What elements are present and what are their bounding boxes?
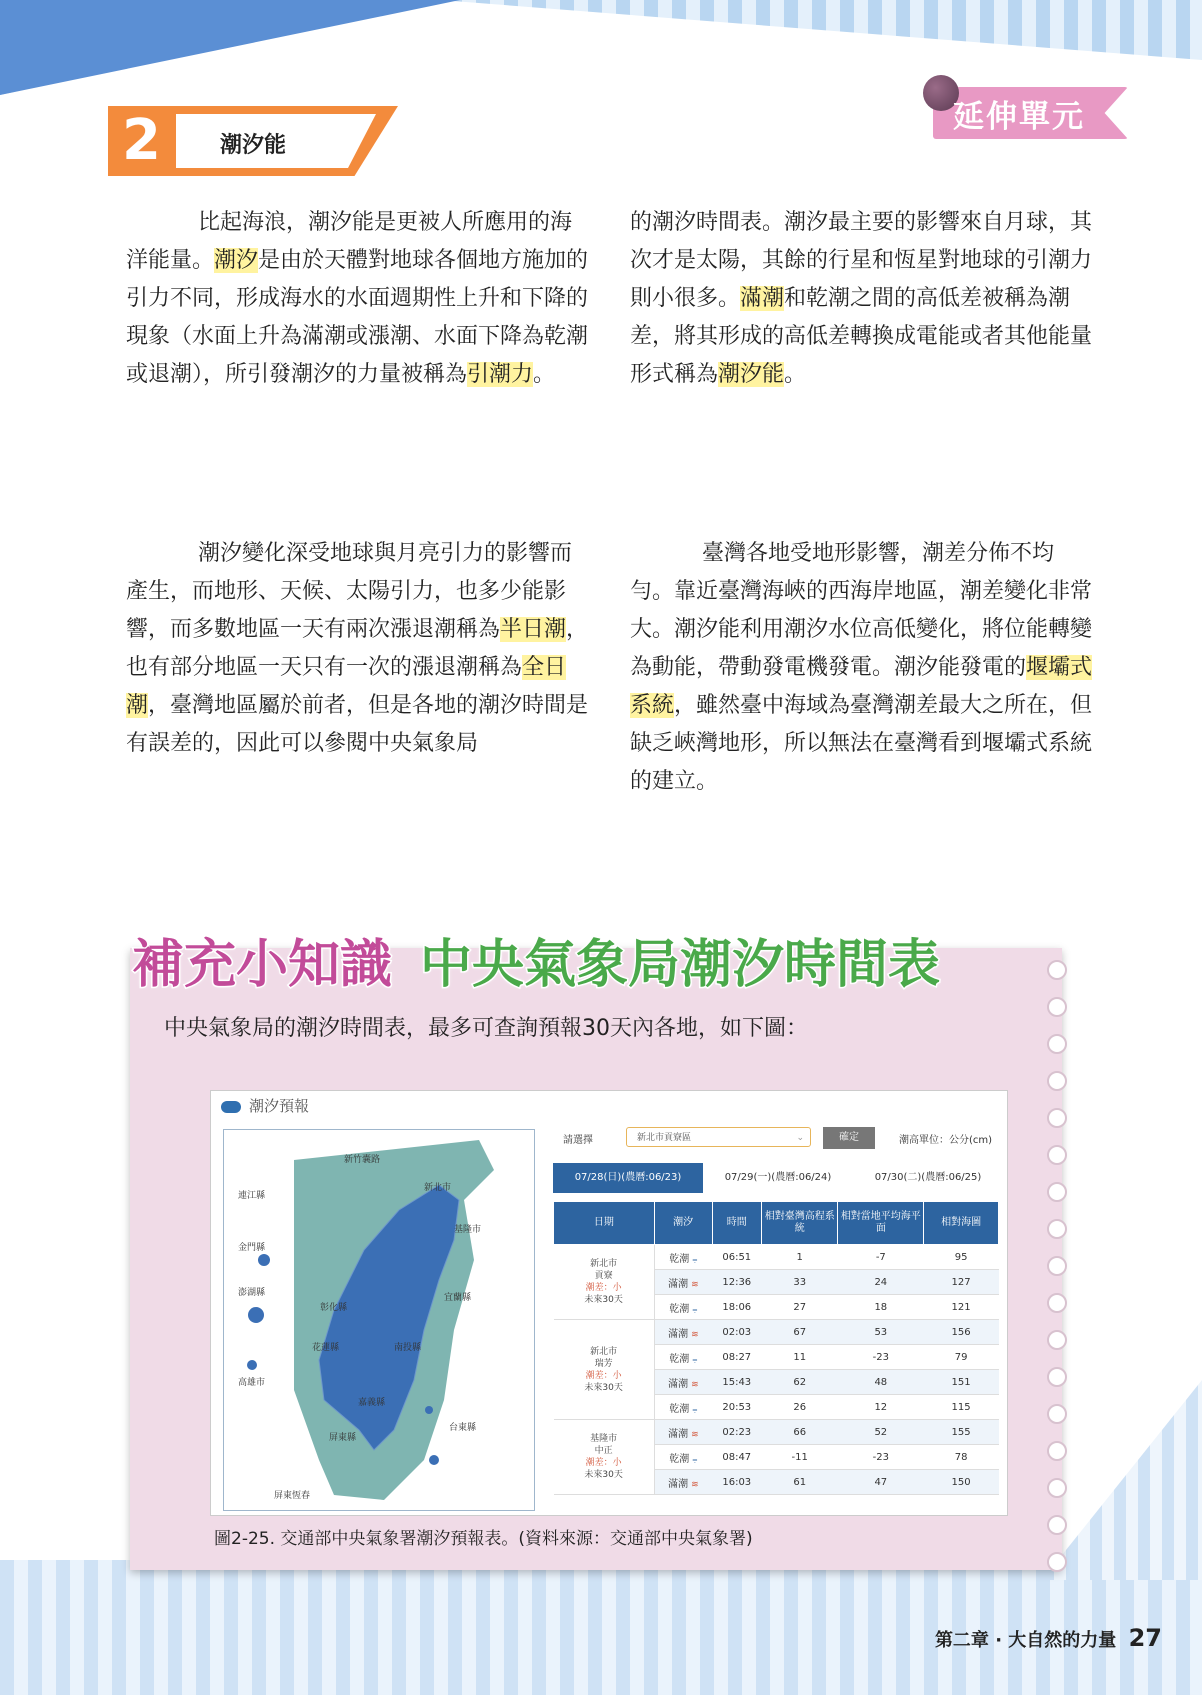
green-island-icon [425,1406,433,1414]
highlight-term: 潮汐能 [718,362,785,387]
time-cell-value: 20:53 [722,1401,752,1413]
text: 和乾潮之間的高低差被稱為潮差，將其形成的高低差轉換成電能或者其他能量形式稱為 [630,286,1093,387]
time-cell [712,1320,761,1345]
map-label: 花蓮縣 [312,1343,340,1353]
map-label: 台東縣 [449,1423,477,1433]
time-cell-value: 08:47 [722,1451,752,1463]
highlight-term: 全日潮 [126,655,567,718]
twvd-cell-value: 61 [793,1476,807,1488]
twvd-cell-value: 33 [793,1276,807,1288]
msl-cell-value: 18 [874,1301,888,1313]
figure-caption: 圖2-25. 交通部中央氣象署潮汐預報表。(資料來源：交通部中央氣象署) [214,1529,753,1549]
msl-cell-value: -23 [872,1451,889,1463]
column-header: 相對臺灣高程系統 [761,1202,837,1245]
time-cell [712,1270,761,1295]
time-cell [712,1445,761,1470]
map-label: 新北市 [424,1183,452,1193]
msl-cell-value: 12 [874,1401,888,1413]
text: ，也有部分地區一天只有一次的漲退潮稱為 [126,617,589,680]
table-row [554,1245,999,1270]
table-row [554,1320,999,1345]
note-spiral-binding [1042,960,1072,1560]
column-header: 時間 [712,1202,761,1245]
time-cell [712,1395,761,1420]
location-line: 基隆市 [590,1434,618,1444]
tide-cell [654,1420,712,1445]
msl-cell-value: 52 [874,1426,888,1438]
paragraph-1 [126,204,592,394]
chart-cell [924,1370,999,1395]
tab-day-2[interactable]: 07/29(一)(農曆:06/24) [724,1172,832,1183]
highlight-term: 引潮力 [467,362,534,387]
msl-cell [838,1345,924,1370]
matsu-icon [258,1254,270,1266]
extension-unit-ribbon [923,75,1138,153]
page-number: 27 [1128,1624,1162,1652]
twvd-cell [761,1445,837,1470]
msl-cell [838,1395,924,1420]
chart-cell-value: 121 [951,1301,971,1313]
tide-cell [654,1245,712,1270]
tab-day-3[interactable]: 07/30(二)(農曆:06/25) [874,1172,982,1183]
tide-cell-value: 乾潮 [669,1303,690,1315]
chevron-down-icon: ⌄ [796,1133,804,1143]
low-tide-icon: ⩦ [692,1454,698,1465]
column-header: 相對當地平均海平面 [838,1202,924,1245]
twvd-cell-value: 67 [793,1326,807,1338]
text: 潮汐變化深受地球與月亮引力的影響而產生，而地形、天候、太陽引力，也多少能影響，而多數地區一天有兩次漲退潮稱為 [126,541,573,642]
twvd-cell [761,1345,837,1370]
select-label: 請選擇 [563,1135,593,1146]
twvd-cell-value: 27 [793,1301,807,1313]
time-cell-value: 15:43 [722,1376,752,1388]
time-cell-value: 02:23 [722,1426,752,1438]
tide-cell-value: 滿潮 [668,1278,689,1290]
supplement-body: 中央氣象局的潮汐時間表，最多可查詢預報30天內各地，如下圖： [164,1016,808,1041]
twvd-cell [761,1420,837,1445]
location-line: 未來30天 [584,1470,623,1480]
location-cell[interactable] [554,1320,655,1420]
time-cell-value: 02:03 [722,1326,752,1338]
twvd-cell [761,1295,837,1320]
highlight-term: 潮汐 [214,248,259,273]
text: 比起海浪，潮汐能是更被人所應用的海洋能量。 [126,210,573,273]
location-select[interactable] [626,1127,811,1147]
supplement-subtitle: 中央氣象局潮汐時間表 [420,935,941,995]
time-cell [712,1470,761,1495]
high-tide-icon: ≋ [691,1279,699,1290]
text: 臺灣各地受地形影響，潮差分佈不均勻。靠近臺灣海峽的西海岸地區，潮差變化非常大。潮汐能利用潮汐水位高低變化，將位能轉變為動能，帶動發電機發電。潮汐能發電的 [630,541,1093,680]
msl-cell-value: 53 [874,1326,888,1338]
text: ，臺灣地區屬於前者，但是各地的潮汐時間是有誤差的，因此可以參閱中央氣象局 [126,693,589,756]
twvd-cell-value: -11 [791,1451,808,1463]
location-line: 貢寮 [594,1271,613,1281]
tab-day-1[interactable]: 07/28(日)(農曆:06/23) [553,1163,703,1193]
high-tide-icon: ≋ [691,1479,699,1490]
chart-cell-value: 156 [951,1326,971,1338]
paragraph-2 [630,204,1096,394]
time-cell [712,1370,761,1395]
tide-cell-value: 滿潮 [668,1478,689,1490]
tide-cell [654,1370,712,1395]
time-cell [712,1245,761,1270]
msl-cell-value: 48 [874,1376,888,1388]
msl-cell [838,1295,924,1320]
time-cell [712,1295,761,1320]
location-line: 未來30天 [584,1295,623,1305]
msl-cell [838,1370,924,1395]
select-value: 新北市貢寮區 [637,1133,692,1143]
location-line: 潮差：小 [585,1458,622,1468]
msl-cell [838,1245,924,1270]
tide-cell [654,1295,712,1320]
map-label: 連江縣 [238,1191,266,1201]
text: 。 [784,362,807,387]
msl-cell [838,1470,924,1495]
map-label: 高雄市 [238,1378,266,1388]
orchid-island-icon [429,1455,439,1465]
taiwan-map-graphic [224,1130,534,1510]
penghu-icon [247,1360,257,1370]
msl-cell-value: -23 [872,1351,889,1363]
table-header-row [554,1202,999,1245]
location-line: 潮差：小 [585,1370,622,1381]
tide-cell [654,1470,712,1495]
highlight-term: 半日潮 [500,617,567,642]
chart-cell [924,1420,999,1445]
text: 的潮汐時間表。潮汐最主要的影響來自月球，其次才是太陽，其餘的行星和恆星對地球的引潮力則小很多。 [630,210,1093,311]
low-tide-icon: ⩦ [692,1304,698,1315]
section-number: 2 [122,108,161,173]
cloud-icon [221,1101,241,1113]
location-line: 新北市 [590,1259,618,1269]
map-label: 澎湖縣 [238,1288,266,1298]
twvd-cell-value: 66 [793,1426,807,1438]
location-cell[interactable] [554,1420,655,1495]
map-label: 屏東縣 [329,1433,357,1443]
twvd-cell-value: 11 [793,1351,807,1363]
chart-cell [924,1470,999,1495]
high-tide-icon: ≋ [691,1379,699,1390]
tide-cell-value: 滿潮 [668,1428,689,1440]
chart-cell-value: 78 [954,1451,968,1463]
time-cell [712,1420,761,1445]
time-cell-value: 18:06 [722,1301,752,1313]
map-label: 屏東恆春 [274,1491,311,1501]
chart-cell [924,1345,999,1370]
text: 。 [533,362,556,387]
chart-cell [924,1245,999,1270]
low-tide-icon: ⩦ [692,1354,698,1365]
chart-cell [924,1295,999,1320]
map-label: 彰化縣 [320,1303,348,1313]
twvd-cell-value: 62 [793,1376,807,1388]
tide-table-body [554,1245,999,1495]
ribbon-label: 延伸單元 [953,99,1085,135]
column-header: 日期 [554,1202,655,1245]
tide-table [553,1201,999,1495]
location-line: 中正 [594,1446,613,1456]
msl-cell [838,1320,924,1345]
kinmen-icon [248,1307,264,1323]
location-line: 新北市 [590,1346,618,1357]
tide-cell [654,1395,712,1420]
text: 是由於天體對地球各個地方施加的引力不同，形成海水的水面週期性上升和下降的現象（水面上升為滿潮或漲潮、水面下降為乾潮或退潮），所引發潮汐的力量被稱為 [126,248,589,387]
section-header [108,106,398,182]
msl-cell-value: -7 [875,1251,886,1263]
paragraph-3 [126,535,592,763]
confirm-button[interactable]: 確定 [823,1127,875,1149]
chart-cell-value: 95 [954,1251,968,1263]
high-tide-icon: ≋ [691,1429,699,1440]
map-label: 基隆市 [454,1225,482,1235]
time-cell-value: 06:51 [722,1251,752,1263]
page-footer [935,1624,1162,1652]
screenshot-title: 潮汐預報 [249,1097,310,1115]
paragraph-4 [630,535,1096,801]
low-tide-icon: ⩦ [692,1404,698,1415]
twvd-cell [761,1370,837,1395]
footer-chapter: 第二章 · 大自然的力量 [934,1630,1117,1651]
tide-cell [654,1345,712,1370]
tide-cell [654,1270,712,1295]
tide-cell-value: 乾潮 [669,1353,690,1365]
map-label: 嘉義縣 [358,1398,386,1408]
tide-cell-value: 乾潮 [669,1403,690,1415]
section-title: 潮汐能 [220,133,287,158]
location-line: 潮差：小 [585,1283,622,1293]
msl-cell-value: 47 [874,1476,888,1488]
chart-cell-value: 155 [951,1426,971,1438]
time-cell [712,1345,761,1370]
time-cell-value: 16:03 [722,1476,752,1488]
column-header: 潮汐 [654,1202,712,1245]
twvd-cell-value: 26 [793,1401,807,1413]
chart-cell-value: 79 [954,1351,968,1363]
twvd-cell [761,1270,837,1295]
location-line: 未來30天 [584,1382,623,1393]
time-cell-value: 08:27 [722,1351,752,1363]
tide-cell-value: 滿潮 [668,1328,689,1340]
msl-cell [838,1445,924,1470]
location-line: 瑞芳 [594,1358,613,1369]
chart-cell-value: 127 [951,1276,971,1288]
tide-cell [654,1445,712,1470]
chart-cell [924,1270,999,1295]
chart-cell-value: 150 [951,1476,971,1488]
highlight-term: 滿潮 [740,286,785,311]
time-cell-value: 12:36 [722,1276,752,1288]
map-label: 金門縣 [238,1243,266,1253]
tide-cell-value: 乾潮 [669,1253,690,1265]
screenshot-header [221,1095,309,1116]
tide-cell-value: 滿潮 [668,1378,689,1390]
highlight-term: 堰壩式系統 [630,655,1093,718]
twvd-cell [761,1395,837,1420]
table-row [554,1420,999,1445]
map-label: 新竹囊路 [344,1155,381,1165]
supplement-title: 補充小知識 [132,935,393,995]
tide-cell-value: 乾潮 [669,1453,690,1465]
chart-cell [924,1320,999,1345]
twvd-cell [761,1470,837,1495]
msl-cell [838,1270,924,1295]
msl-cell-value: 24 [874,1276,888,1288]
high-tide-icon: ≋ [691,1329,699,1340]
text: ，雖然臺中海域為臺灣潮差最大之所在，但缺乏峽灣地形，所以無法在臺灣看到堰壩式系統的建立。 [630,693,1093,794]
tide-forecast-screenshot [210,1090,1008,1516]
chart-cell [924,1445,999,1470]
msl-cell [838,1420,924,1445]
twvd-cell [761,1245,837,1270]
low-tide-icon: ⩦ [692,1254,698,1265]
unit-label: 潮高單位：公分(cm) [899,1135,993,1146]
chart-cell-value: 151 [951,1376,971,1388]
map-label: 南投縣 [394,1343,422,1353]
location-cell[interactable] [554,1245,655,1320]
twvd-cell [761,1320,837,1345]
tide-cell [654,1320,712,1345]
column-header: 相對海圖 [924,1202,999,1245]
taiwan-map[interactable] [223,1129,535,1511]
map-label: 宜蘭縣 [444,1293,472,1303]
chart-cell [924,1395,999,1420]
chart-cell-value: 115 [951,1401,971,1413]
twvd-cell-value: 1 [796,1251,803,1263]
